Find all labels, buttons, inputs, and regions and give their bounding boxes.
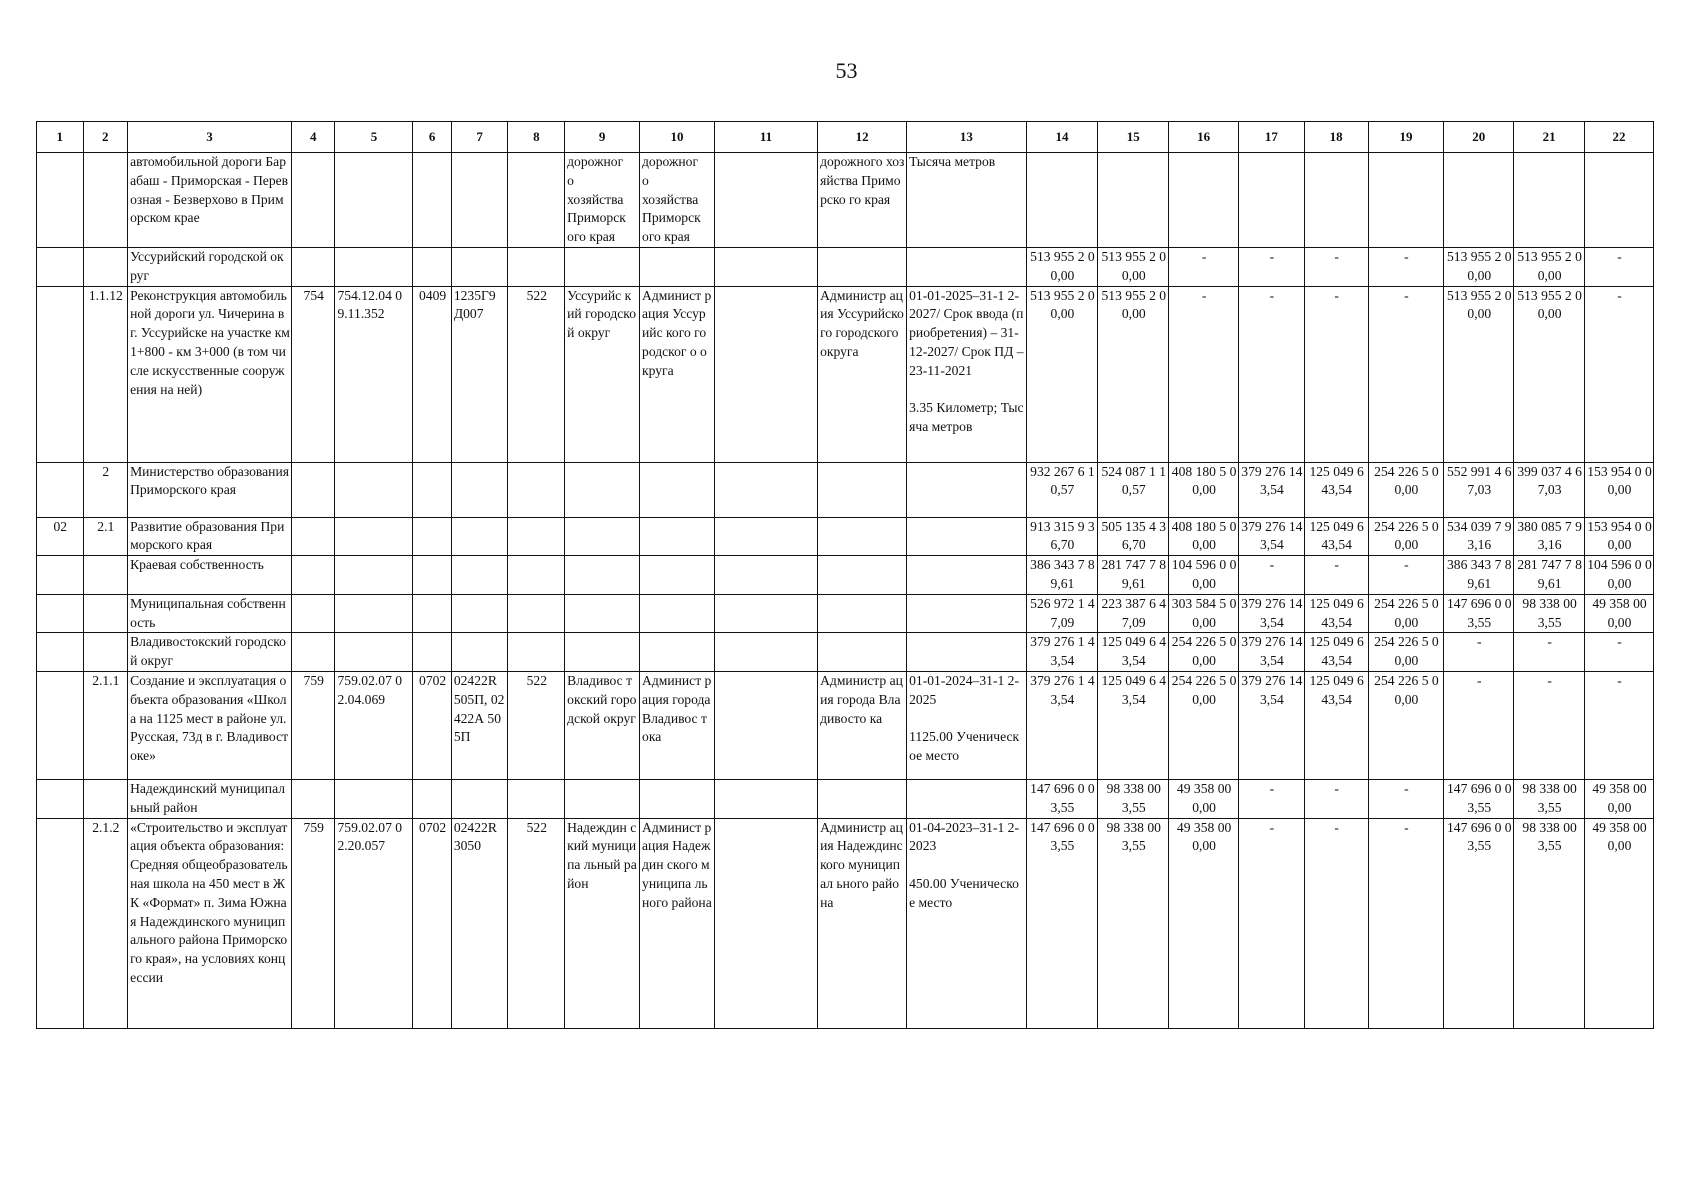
table-cell <box>907 462 1026 517</box>
column-number: 9 <box>565 122 640 153</box>
table-cell: - <box>1304 286 1368 462</box>
table-cell <box>640 633 715 672</box>
table-cell: - <box>1514 671 1585 779</box>
table-cell <box>508 556 565 595</box>
table-cell <box>907 779 1026 818</box>
table-cell <box>413 633 451 672</box>
table-cell <box>291 153 335 248</box>
table-cell: 98 338 00 3,55 <box>1514 594 1585 633</box>
table-cell: 913 315 9 36,70 <box>1026 517 1098 556</box>
table-cell <box>565 517 640 556</box>
table-cell <box>1098 153 1169 248</box>
table-cell <box>640 517 715 556</box>
table-cell: 513 955 2 00,00 <box>1026 247 1098 286</box>
table-cell: - <box>1304 818 1368 1028</box>
column-number: 19 <box>1368 122 1444 153</box>
table-cell <box>37 671 84 779</box>
table-cell: 254 226 5 00,00 <box>1368 462 1444 517</box>
table-cell: 147 696 0 03,55 <box>1444 594 1514 633</box>
table-cell: 223 387 6 47,09 <box>1098 594 1169 633</box>
table-cell: - <box>1239 779 1305 818</box>
table-cell: 303 584 5 00,00 <box>1169 594 1239 633</box>
table-cell <box>508 594 565 633</box>
table-cell: 379 276 143,54 <box>1239 517 1305 556</box>
table-cell: 254 226 5 00,00 <box>1368 594 1444 633</box>
table-cell: 125 049 6 43,54 <box>1098 671 1169 779</box>
table-cell: 02422R 505П, 02422А 505П <box>451 671 508 779</box>
table-cell <box>508 247 565 286</box>
table-cell: Администр ация города Владивосто ка <box>818 671 907 779</box>
table-cell <box>413 247 451 286</box>
table-cell: Тысяча метров <box>907 153 1026 248</box>
table-cell <box>508 779 565 818</box>
table-cell: 153 954 0 00,00 <box>1585 462 1654 517</box>
table-cell: 281 747 7 89,61 <box>1514 556 1585 595</box>
table-cell <box>83 594 128 633</box>
table-cell: 513 955 2 00,00 <box>1444 247 1514 286</box>
table-cell: 380 085 7 93,16 <box>1514 517 1585 556</box>
table-cell <box>413 517 451 556</box>
table-cell <box>640 779 715 818</box>
table-row <box>37 286 1654 462</box>
table-cell <box>335 556 413 595</box>
column-number: 6 <box>413 122 451 153</box>
table-cell: 254 226 5 00,00 <box>1169 671 1239 779</box>
table-cell <box>335 633 413 672</box>
table-cell <box>1514 153 1585 248</box>
table-cell <box>451 153 508 248</box>
table-cell: - <box>1239 286 1305 462</box>
table-cell: Надеждинский муниципальный район <box>128 779 292 818</box>
table-cell: 386 343 7 89,61 <box>1026 556 1098 595</box>
table-cell <box>818 594 907 633</box>
table-cell <box>565 247 640 286</box>
table-cell: 01-04-2023–31-1 2-2023 450.00 Ученическое место <box>907 818 1026 1028</box>
table-cell <box>413 153 451 248</box>
table-row <box>37 818 1654 1028</box>
table-cell <box>640 594 715 633</box>
table-cell: Админист рация города Владивос тока <box>640 671 715 779</box>
table-row <box>37 671 1654 779</box>
table-cell: - <box>1169 247 1239 286</box>
table-cell: «Строительство и эксплуатация объекта образования: Средняя общеобразовательная школа на 450 мест в ЖК «Формат» п. Зима Южная Надеждинского муниципального района Приморского края», на условиях концессии <box>128 818 292 1028</box>
column-number: 16 <box>1169 122 1239 153</box>
table-cell: 759 <box>291 818 335 1028</box>
table-row <box>37 462 1654 517</box>
table-cell: 125 049 643,54 <box>1304 633 1368 672</box>
table-cell <box>37 556 84 595</box>
table-cell: - <box>1444 633 1514 672</box>
table-cell <box>83 633 128 672</box>
column-number: 7 <box>451 122 508 153</box>
column-number: 11 <box>714 122 817 153</box>
table-cell: 01-01-2025–31-1 2-2027/ Срок ввода (приобретения) – 31-12-2027/ Срок ПД – 23-11-2021 3.35 Километр; Тысяча метров <box>907 286 1026 462</box>
table-cell <box>818 247 907 286</box>
table-cell: - <box>1368 247 1444 286</box>
table-cell: 513 955 2 00,00 <box>1098 247 1169 286</box>
table-cell: 379 276 1 43,54 <box>1026 633 1098 672</box>
table-cell <box>508 517 565 556</box>
table-cell: 2 <box>83 462 128 517</box>
table-cell <box>714 462 817 517</box>
column-number: 20 <box>1444 122 1514 153</box>
table-cell <box>451 633 508 672</box>
table-cell: - <box>1368 818 1444 1028</box>
table-cell: - <box>1304 779 1368 818</box>
table-cell: 386 343 7 89,61 <box>1444 556 1514 595</box>
table-cell: 254 226 5 00,00 <box>1368 671 1444 779</box>
table-cell: автомобильной дороги Барабаш - Приморская - Перевозная - Безверхово в Приморском крае <box>128 153 292 248</box>
table-cell <box>714 633 817 672</box>
table-cell <box>1169 153 1239 248</box>
column-number: 18 <box>1304 122 1368 153</box>
table-cell: 513 955 2 00,00 <box>1026 286 1098 462</box>
table-cell: 522 <box>508 671 565 779</box>
table-cell <box>714 247 817 286</box>
table-cell <box>907 633 1026 672</box>
table-cell <box>818 633 907 672</box>
table-cell: дорожного хозяйства Приморско го края <box>818 153 907 248</box>
table-cell: Администр ация Уссурийско го городского округа <box>818 286 907 462</box>
table-cell <box>907 594 1026 633</box>
table-row <box>37 517 1654 556</box>
table-cell: 526 972 1 47,09 <box>1026 594 1098 633</box>
table-cell <box>291 462 335 517</box>
table-cell: - <box>1239 556 1305 595</box>
table-cell: - <box>1368 779 1444 818</box>
table-cell: 254 226 5 00,00 <box>1368 633 1444 672</box>
table-cell: Краевая собственность <box>128 556 292 595</box>
budget-table <box>36 121 1654 1029</box>
column-number: 22 <box>1585 122 1654 153</box>
table-cell: 0702 <box>413 818 451 1028</box>
column-number: 14 <box>1026 122 1098 153</box>
table-cell: 759.02.07 02.04.069 <box>335 671 413 779</box>
table-cell: - <box>1304 247 1368 286</box>
table-cell: 513 955 2 00,00 <box>1444 286 1514 462</box>
table-cell: Администр ация Надеждинс кого муниципал ьного района <box>818 818 907 1028</box>
table-cell: 932 267 6 10,57 <box>1026 462 1098 517</box>
table-row <box>37 247 1654 286</box>
table-cell: 02422R 3050 <box>451 818 508 1028</box>
table-cell <box>565 462 640 517</box>
table-cell <box>907 247 1026 286</box>
table-cell: 49 358 00 0,00 <box>1585 779 1654 818</box>
table-cell: 379 276 1 43,54 <box>1026 671 1098 779</box>
table-cell: 125 049 6 43,54 <box>1098 633 1169 672</box>
table-cell: 104 596 0 00,00 <box>1585 556 1654 595</box>
table-cell: 524 087 1 10,57 <box>1098 462 1169 517</box>
table-cell <box>291 556 335 595</box>
table-cell <box>565 594 640 633</box>
table-cell <box>451 247 508 286</box>
table-cell: 552 991 4 67,03 <box>1444 462 1514 517</box>
table-cell <box>907 517 1026 556</box>
table-cell <box>1239 153 1305 248</box>
table-cell: 379 276 143,54 <box>1239 594 1305 633</box>
table-cell <box>714 556 817 595</box>
table-cell: 125 049 643,54 <box>1304 517 1368 556</box>
table-cell <box>291 517 335 556</box>
table-cell: 281 747 7 89,61 <box>1098 556 1169 595</box>
table-cell: 513 955 2 00,00 <box>1514 247 1585 286</box>
table-cell <box>508 153 565 248</box>
table-cell: 408 180 5 00,00 <box>1169 462 1239 517</box>
table-row <box>37 594 1654 633</box>
table-cell: 254 226 5 00,00 <box>1169 633 1239 672</box>
table-cell <box>37 594 84 633</box>
table-cell: - <box>1239 818 1305 1028</box>
table-cell <box>451 594 508 633</box>
column-number: 5 <box>335 122 413 153</box>
table-cell <box>1585 153 1654 248</box>
table-cell <box>565 556 640 595</box>
column-number: 2 <box>83 122 128 153</box>
table-cell <box>291 779 335 818</box>
table-cell: 104 596 0 00,00 <box>1169 556 1239 595</box>
table-cell <box>83 153 128 248</box>
table-cell: 147 696 0 03,55 <box>1444 818 1514 1028</box>
column-number: 10 <box>640 122 715 153</box>
table-cell: 01-01-2024–31-1 2-2025 1125.00 Ученическое место <box>907 671 1026 779</box>
table-cell: 522 <box>508 818 565 1028</box>
table-cell: 98 338 00 3,55 <box>1514 779 1585 818</box>
table-cell: дорожног о хозяйства Приморск ого края <box>640 153 715 248</box>
table-cell <box>37 818 84 1028</box>
table-cell <box>714 779 817 818</box>
table-cell: 379 276 143,54 <box>1239 671 1305 779</box>
table-cell: Админист рация Надеждин ского муниципа льного района <box>640 818 715 1028</box>
table-cell <box>291 594 335 633</box>
table-cell: - <box>1368 556 1444 595</box>
table-cell <box>37 779 84 818</box>
table-cell: Уссурийс кий городской округ <box>565 286 640 462</box>
table-cell: 513 955 2 00,00 <box>1098 286 1169 462</box>
table-cell <box>818 556 907 595</box>
table-cell: 254 226 5 00,00 <box>1368 517 1444 556</box>
table-cell <box>413 556 451 595</box>
table-cell <box>83 779 128 818</box>
table-cell <box>37 462 84 517</box>
table-cell: 125 049 643,54 <box>1304 671 1368 779</box>
table-cell <box>565 633 640 672</box>
table-cell <box>818 779 907 818</box>
table-cell <box>37 633 84 672</box>
header-row <box>37 122 1654 153</box>
table-cell <box>335 779 413 818</box>
table-cell <box>1026 153 1098 248</box>
table-cell <box>451 779 508 818</box>
table-cell: 153 954 0 00,00 <box>1585 517 1654 556</box>
table-cell: - <box>1585 247 1654 286</box>
table-row <box>37 556 1654 595</box>
table-cell <box>714 517 817 556</box>
table-cell <box>1444 153 1514 248</box>
table-cell <box>335 594 413 633</box>
table-cell <box>640 247 715 286</box>
table-cell <box>83 556 128 595</box>
table-cell <box>335 517 413 556</box>
table-cell <box>640 462 715 517</box>
table-cell: - <box>1444 671 1514 779</box>
column-number: 17 <box>1239 122 1305 153</box>
table-cell: 754 <box>291 286 335 462</box>
table-cell: 505 135 4 36,70 <box>1098 517 1169 556</box>
table-cell <box>451 462 508 517</box>
table-cell: 1.1.12 <box>83 286 128 462</box>
table-cell: Уссурийский городской округ <box>128 247 292 286</box>
table-cell <box>413 594 451 633</box>
table-cell: 0409 <box>413 286 451 462</box>
table-cell <box>335 153 413 248</box>
table-cell: 2.1.2 <box>83 818 128 1028</box>
table-cell <box>714 671 817 779</box>
table-cell <box>335 247 413 286</box>
table-cell: 49 358 00 0,00 <box>1585 594 1654 633</box>
table-cell: Министерство образования Приморского края <box>128 462 292 517</box>
table-cell: 49 358 00 0,00 <box>1169 818 1239 1028</box>
table-cell: Развитие образования Приморского края <box>128 517 292 556</box>
table-cell: 754.12.04 09.11.352 <box>335 286 413 462</box>
table-cell: Владивос токский городской округ <box>565 671 640 779</box>
table-cell <box>714 286 817 462</box>
table-cell <box>565 779 640 818</box>
table-cell: 2.1 <box>83 517 128 556</box>
column-number: 21 <box>1514 122 1585 153</box>
table-cell: 522 <box>508 286 565 462</box>
column-number: 15 <box>1098 122 1169 153</box>
table-cell: - <box>1585 286 1654 462</box>
table-cell: 49 358 00 0,00 <box>1585 818 1654 1028</box>
table-cell <box>291 633 335 672</box>
table-cell: Админист рация Уссурийс кого городског о округа <box>640 286 715 462</box>
table-cell <box>818 517 907 556</box>
table-cell: 1235Г9 Д007 <box>451 286 508 462</box>
table-cell: Создание и эксплуатация объекта образования «Школа на 1125 мест в районе ул. Русская, 73д в г. Владивостоке» <box>128 671 292 779</box>
table-cell: Реконструкция автомобильной дороги ул. Чичерина в г. Уссурийске на участке км 1+800 - км 3+000 (в том числе искусственные сооружения на ней) <box>128 286 292 462</box>
table-cell: 408 180 5 00,00 <box>1169 517 1239 556</box>
table-cell: 399 037 4 67,03 <box>1514 462 1585 517</box>
table-cell: - <box>1169 286 1239 462</box>
table-cell <box>714 153 817 248</box>
table-cell: 49 358 00 0,00 <box>1169 779 1239 818</box>
table-cell: - <box>1304 556 1368 595</box>
page-number: 53 <box>835 58 858 83</box>
column-number: 4 <box>291 122 335 153</box>
column-number: 1 <box>37 122 84 153</box>
table-cell <box>291 247 335 286</box>
column-number: 3 <box>128 122 292 153</box>
table-cell: 125 049 643,54 <box>1304 462 1368 517</box>
table-cell <box>818 462 907 517</box>
table-cell: - <box>1239 247 1305 286</box>
table-cell: 147 696 0 03,55 <box>1444 779 1514 818</box>
table-cell: - <box>1514 633 1585 672</box>
table-cell <box>413 779 451 818</box>
table-cell <box>907 556 1026 595</box>
table-cell: 0702 <box>413 671 451 779</box>
table-cell: 2.1.1 <box>83 671 128 779</box>
table-cell <box>37 247 84 286</box>
table-cell <box>714 594 817 633</box>
table-cell: - <box>1585 633 1654 672</box>
table-row <box>37 779 1654 818</box>
table-cell: дорожног о хозяйства Приморск ого края <box>565 153 640 248</box>
column-number: 12 <box>818 122 907 153</box>
table-cell: 98 338 00 3,55 <box>1514 818 1585 1028</box>
table-cell: 02 <box>37 517 84 556</box>
table-cell: Владивостокский городской округ <box>128 633 292 672</box>
table-cell: 379 276 143,54 <box>1239 462 1305 517</box>
table-cell: - <box>1585 671 1654 779</box>
table-cell: 147 696 0 03,55 <box>1026 818 1098 1028</box>
table-cell <box>37 153 84 248</box>
table-cell: 147 696 0 03,55 <box>1026 779 1098 818</box>
table-cell: Муниципальная собственность <box>128 594 292 633</box>
table-cell <box>1368 153 1444 248</box>
table-cell: - <box>1368 286 1444 462</box>
table-cell <box>640 556 715 595</box>
table-cell <box>83 247 128 286</box>
table-cell: 125 049 643,54 <box>1304 594 1368 633</box>
table-cell: 513 955 2 00,00 <box>1514 286 1585 462</box>
table-cell: Надеждин ский муниципа льный район <box>565 818 640 1028</box>
table-cell <box>1304 153 1368 248</box>
table-cell <box>508 633 565 672</box>
column-number: 13 <box>907 122 1026 153</box>
table-cell <box>451 517 508 556</box>
table-cell <box>413 462 451 517</box>
table-cell: 759.02.07 02.20.057 <box>335 818 413 1028</box>
table-cell: 98 338 00 3,55 <box>1098 779 1169 818</box>
table-cell <box>451 556 508 595</box>
table-cell <box>714 818 817 1028</box>
table-cell: 759 <box>291 671 335 779</box>
table-cell <box>335 462 413 517</box>
table-row <box>37 633 1654 672</box>
table-cell <box>37 286 84 462</box>
table-cell: 379 276 143,54 <box>1239 633 1305 672</box>
table-cell: 534 039 7 93,16 <box>1444 517 1514 556</box>
table-row <box>37 153 1654 248</box>
table-cell: 98 338 00 3,55 <box>1098 818 1169 1028</box>
table-cell <box>508 462 565 517</box>
column-number: 8 <box>508 122 565 153</box>
